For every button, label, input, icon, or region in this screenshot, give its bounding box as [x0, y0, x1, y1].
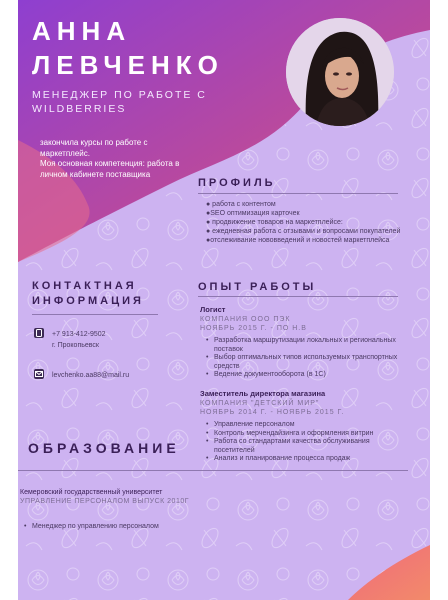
job-position: МЕНЕДЖЕР ПО РАБОТЕ С WILDBERRIES: [32, 89, 207, 115]
education-details: УПРАВЛЕНИЕ ПЕРСОНАЛОМ ВЫПУСК 2010Г: [20, 498, 190, 505]
job-duty: • Выбор оптимальных типов используемых транспортных средств: [206, 354, 405, 371]
job-duty: • Работа со стандартами качества обслуживания посетителей: [206, 438, 405, 455]
job-duties: [206, 421, 405, 464]
profile-heading: ПРОФИЛЬ: [198, 177, 276, 189]
profile-item: ● продвижение товаров на маркетплейсе:: [206, 219, 343, 226]
job-duty: • Разработка маршрутизации локальных и региональных поставок: [206, 337, 405, 354]
contact-heading-line-1: КОНТАКТНАЯ: [32, 280, 137, 292]
about-line-2: Моя основная компетенция: работа в личном кабинете поставщика: [40, 159, 180, 179]
contact-heading: [32, 279, 144, 309]
contact-heading-line-2: ИНФОРМАЦИЯ: [32, 295, 144, 307]
profile-photo: [286, 18, 394, 126]
job-title: Заместитель директора магазина: [200, 389, 326, 398]
job-duty: • Управление персоналом: [206, 421, 405, 430]
university-name: Кемеровский государственный университет: [20, 489, 163, 496]
first-name: АННА: [32, 16, 132, 46]
experience-heading: ОПЫТ РАБОТЫ: [198, 281, 317, 293]
profile-item: ● ежедневная работа с отзывами и вопросами покупателей: [206, 228, 401, 235]
job-company: КОМПАНИЯ "ДЕТСКИЙ МИР": [200, 400, 320, 407]
job-duties: [206, 337, 405, 380]
profile-item: ● работа с контентом: [206, 201, 276, 208]
education-degree-list: [24, 523, 224, 532]
resume-sheet: [18, 0, 430, 600]
about-line-1: закончила курсы по работе с маркетплейс.: [40, 138, 148, 158]
education-heading: ОБРАЗОВАНИЕ: [28, 440, 180, 456]
education-degree: • Менеджер по управлению персоналом: [24, 523, 224, 532]
profile-item: ●отслеживание нововведений и новостей маркетплейса: [206, 237, 390, 244]
mail-icon: [34, 369, 44, 379]
profile-divider: [198, 193, 398, 194]
job-entry: [200, 389, 405, 464]
about-text: [40, 138, 190, 180]
job-duty: • Ведение документооборота (в 1С): [206, 371, 405, 380]
last-name: ЛЕВЧЕНКО: [32, 50, 224, 80]
job-duty: • Анализ и планирование процесса продаж: [206, 455, 405, 464]
job-duty: • Контроль мерчендайзинга и оформления витрин: [206, 430, 405, 439]
profile-item: ●SEO оптимизация карточек: [206, 210, 300, 217]
phone-icon: [34, 328, 44, 338]
job-period: НОЯБРЬ 2014 Г. - НОЯБРЬ 2015 Г.: [200, 409, 345, 416]
education-entry: [20, 488, 280, 506]
contact-divider: [32, 314, 158, 315]
job-entry: [200, 305, 405, 380]
job-title: Логист: [200, 305, 226, 314]
job-period: НОЯБРЬ 2015 Г. - ПО Н.В: [200, 325, 307, 332]
phone-number[interactable]: +7 913-412-9502: [52, 331, 106, 338]
job-company: КОМПАНИЯ ООО ПЭК: [200, 316, 291, 323]
profile-list: [206, 200, 406, 245]
email-address[interactable]: levchenko.aa88@mail.ru: [52, 372, 130, 379]
education-divider: [18, 470, 158, 471]
experience-divider: [198, 296, 398, 297]
experience-bottom-divider: [158, 470, 408, 471]
city: г. Прокопьевск: [52, 342, 99, 349]
